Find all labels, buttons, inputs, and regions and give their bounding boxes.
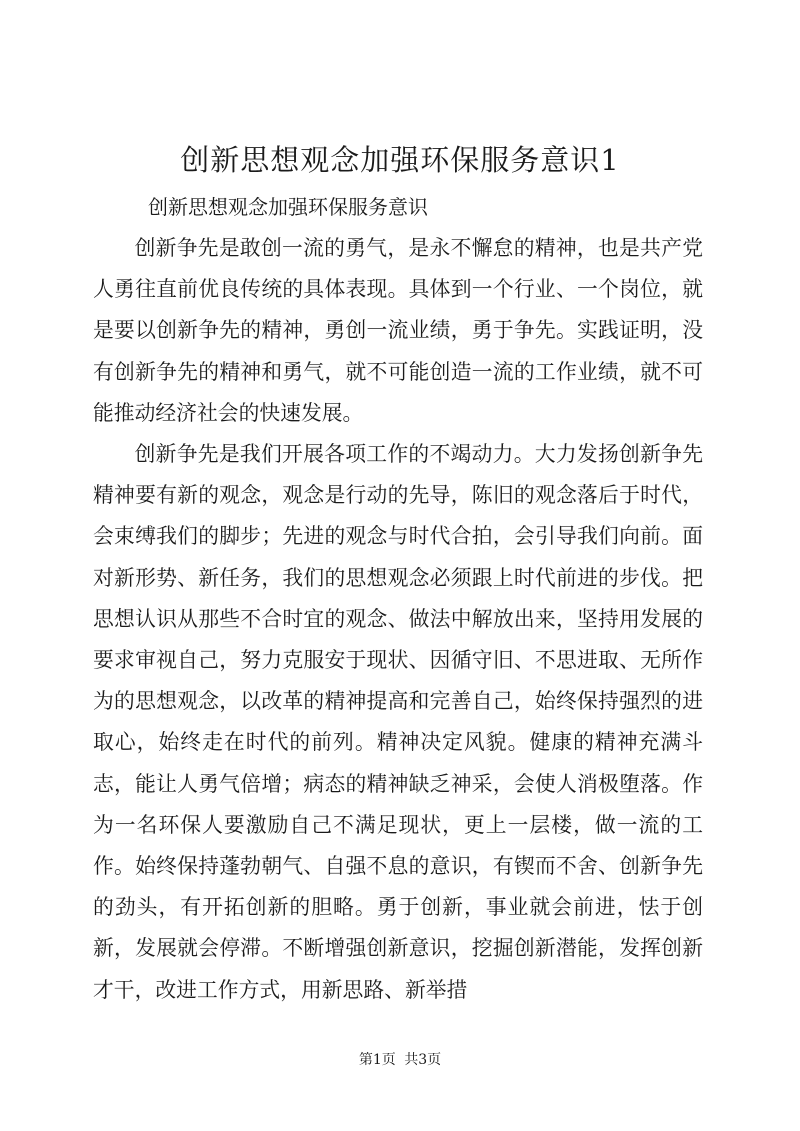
page-total: 共3页 [404,1052,442,1068]
page-number: 第1页 [358,1052,396,1068]
page-footer [0,1050,800,1070]
document-subtitle: 创新思想观念加强环保服务意识 [148,195,428,219]
paragraph: 创新争先是我们开展各项工作的不竭动力。大力发扬创新争先精神要有新的观念，观念是行动的先导，陈旧的观念落后于时代，会束缚我们的脚步；先进的观念与时代合拍，会引导我们向前。面对新形势、新任务，我们的思想观念必须跟上时代前进的步伐。把思想认识从那些不合时宜的观念、做法中解放出来，坚持用发展的要求审视自己，努力克服安于现状、因循守旧、不思进取、无所作为的思想观念，以改革的精神提高和完善自己，始终保持强烈的进取心，始终走在时代的前列。精神决定风貌。健康的精神充满斗志，能让人勇气倍增；病态的精神缺乏神采，会使人消极堕落。作为一名环保人要激励自己不满足现状，更上一层楼，做一流的工作。始终保持蓬勃朝气、自强不息的意识，有锲而不舍、创新争先的劲头，有开拓创新的胆略。勇于创新，事业就会前进，怯于创新，发展就会停滞。不断增强创新意识，挖掘创新潜能，发挥创新才干，改进工作方式，用新思路、新举措 [93,442,703,1002]
document-body [93,228,703,1011]
document-title: 创新思想观念加强环保服务意识1 [180,143,620,177]
paragraph: 创新争先是敢创一流的勇气，是永不懈怠的精神，也是共产党人勇往直前优良传统的具体表现。具体到一个行业、一个岗位，就是要以创新争先的精神，勇创一流业绩，勇于争先。实践证明，没有创新争先的精神和勇气，就不可能创造一流的工作业绩，就不可能推动经济社会的快速发展。 [93,236,703,425]
